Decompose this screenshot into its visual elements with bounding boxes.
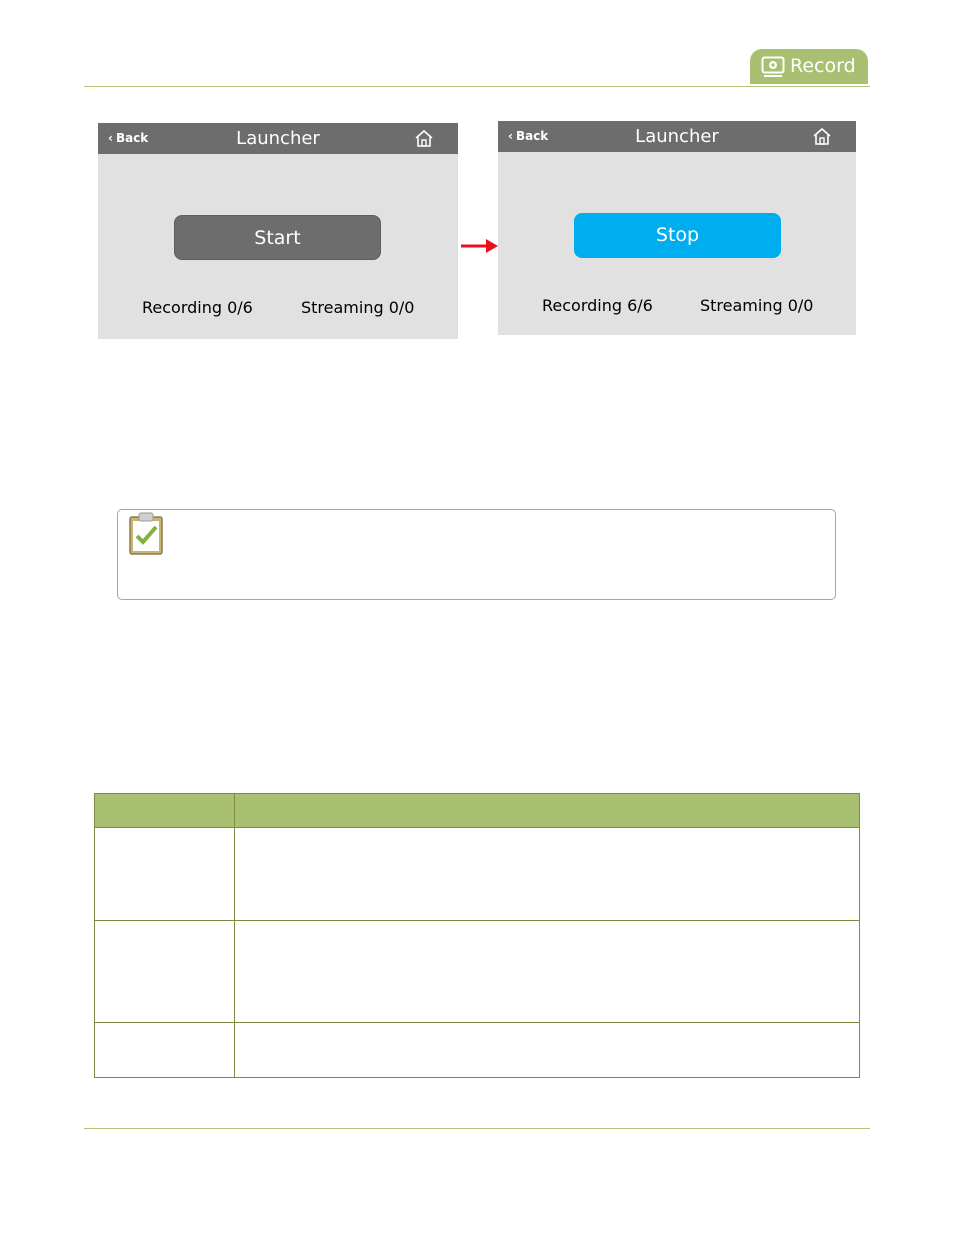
home-icon[interactable]: [414, 129, 434, 148]
table-cell: [235, 921, 860, 1023]
start-button[interactable]: Start: [174, 215, 381, 260]
screen-title: Launcher: [236, 128, 320, 149]
back-label: Back: [115, 131, 149, 145]
table-cell: [95, 828, 235, 921]
section-tab-label: Record: [790, 55, 856, 77]
table-header-row: [95, 794, 860, 828]
table-cell: [235, 828, 860, 921]
table-row: [95, 828, 860, 921]
chevron-left-icon: ‹: [108, 131, 113, 145]
table-header-cell: [235, 794, 860, 828]
clipboard-check-icon: [128, 511, 166, 557]
recording-status: Recording 6/6: [542, 296, 653, 315]
screen-title: Launcher: [635, 126, 719, 147]
table-row: [95, 1023, 860, 1078]
section-tab-record: [750, 49, 868, 84]
reference-table: [94, 793, 860, 1078]
chevron-left-icon: ‹: [508, 129, 513, 143]
table-cell: [95, 921, 235, 1023]
record-screen-icon: [761, 56, 785, 78]
table-row: [95, 921, 860, 1023]
table-header-cell: [95, 794, 235, 828]
home-icon[interactable]: [812, 127, 832, 146]
table-cell: [235, 1023, 860, 1078]
stop-button[interactable]: Stop: [574, 213, 781, 258]
launcher-screen-after: [498, 121, 856, 335]
arrow-right-icon: [460, 237, 500, 255]
back-label: Back: [515, 129, 549, 143]
screen-topbar: [98, 123, 458, 154]
note-box: [117, 509, 836, 600]
header-rule: [84, 86, 870, 87]
launcher-screen-before: [98, 123, 458, 339]
streaming-status: Streaming 0/0: [700, 296, 814, 315]
footer-rule: [84, 1128, 870, 1129]
recording-status: Recording 0/6: [142, 298, 253, 317]
table-cell: [95, 1023, 235, 1078]
screen-topbar: [498, 121, 856, 152]
streaming-status: Streaming 0/0: [301, 298, 415, 317]
